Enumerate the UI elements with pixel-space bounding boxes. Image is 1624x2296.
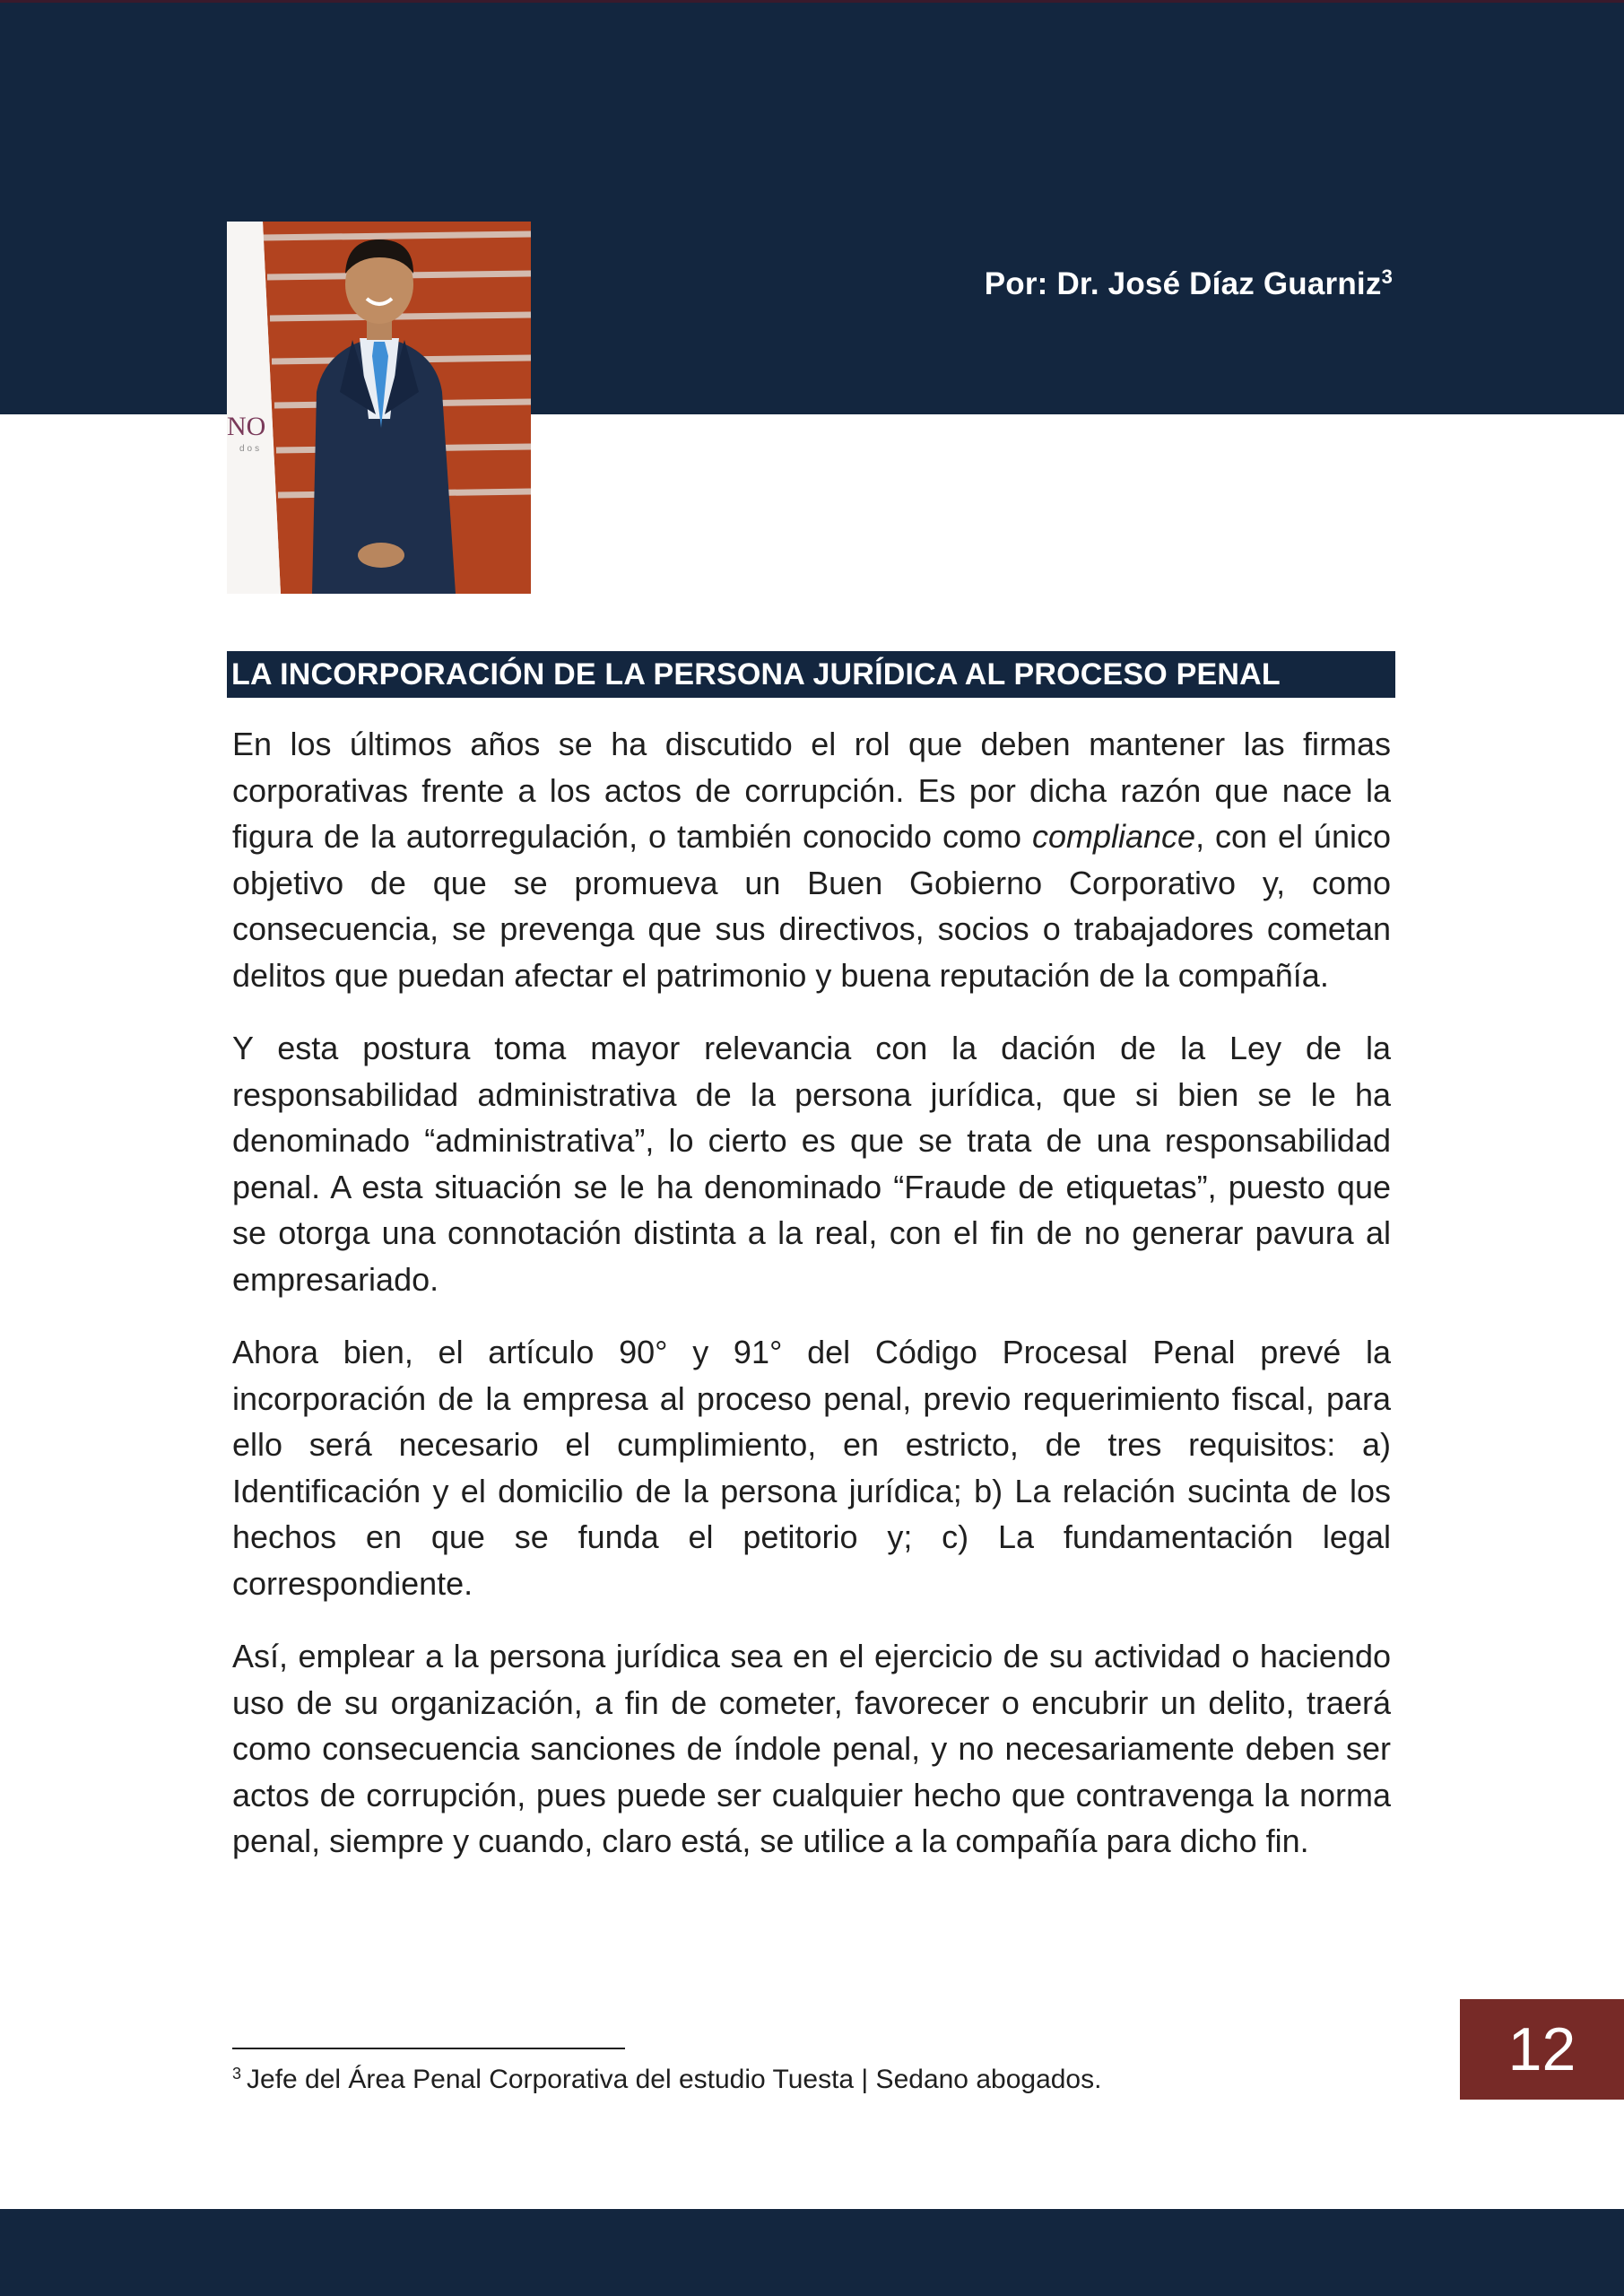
backdrop-logo-subtext: dos [239,444,263,454]
article-title: LA INCORPORACIÓN DE LA PERSONA JURÍDICA AL PROCESO PENAL [227,651,1395,698]
page-number: 12 [1507,2015,1576,2083]
paragraph-1-italic-term: compliance [1031,818,1196,855]
author-photo [227,222,531,594]
paragraph-1-start: En los últimos años se ha discutido el rol que deben mantener las firmas corporativas frente a los actos de corrupción. Es por dicha razón que nace la figura de la autorregulación, o también conocido como [232,726,1391,855]
footnote-divider [232,2048,625,2049]
paragraph-4: Así, emplear a la persona jurídica sea en el ejercicio de su actividad o haciendo uso de su organización, a fin de cometer, favorecer o encubrir un delito, traerá como consecuencia sanciones de índole penal, y no necesariamente deben ser actos de corrupción, pues puede ser cualquier hecho que contravenga la norma penal, siempre y cuando, claro está, se utilice a la compañía para dicho fin. [232,1638,1391,1859]
footnote-text: Jefe del Área Penal Corporativa del estudio Tuesta | Sedano abogados. [247,2065,1102,2094]
paragraph-2: Y esta postura toma mayor relevancia con la dación de la Ley de la responsabilidad administrativa de la persona jurídica, que si bien se le ha denominado “administrativa”, lo cierto es que se trata de una responsabilidad penal. A esta situación se le ha denominado “Fraude de etiquetas”, puesto que se otorga una connotación distinta a la real, con el fin de no generar pavura al empresariado. [232,1030,1391,1298]
author-footnote-mark: 3 [1381,265,1393,288]
footnote [232,2065,1101,2095]
author-portrait-icon [227,222,531,594]
paragraph-1 [232,721,1391,998]
footer-band [0,2209,1624,2296]
paragraph-3: Ahora bien, el artículo 90° y 91° del Código Procesal Penal prevé la incorporación de la empresa al proceso penal, previo requerimiento fiscal, para ello será necesario el cumplimiento, en estricto, de tres requisitos: a) Identificación y el domicilio de la persona jurídica; b) La relación sucinta de los hechos en que se funda el petitorio y; c) La fundamentación legal correspondiente. [232,1334,1391,1602]
backdrop-logo-text: NO [227,412,266,441]
author-name: Por: Dr. José Díaz Guarniz [984,266,1382,301]
footnote-mark: 3 [232,2065,242,2083]
page-number-box [1460,1999,1624,2100]
paragraph-1-end: , con el único objetivo de que se promueva un Buen Gobierno Corporativo y, como consecuencia, se prevenga que sus directivos, socios o trabajadores cometan delitos que puedan afectar el patrimonio y buena reputación de la compañía. [232,818,1391,994]
article-body [232,721,1391,1892]
author-byline [985,265,1393,302]
